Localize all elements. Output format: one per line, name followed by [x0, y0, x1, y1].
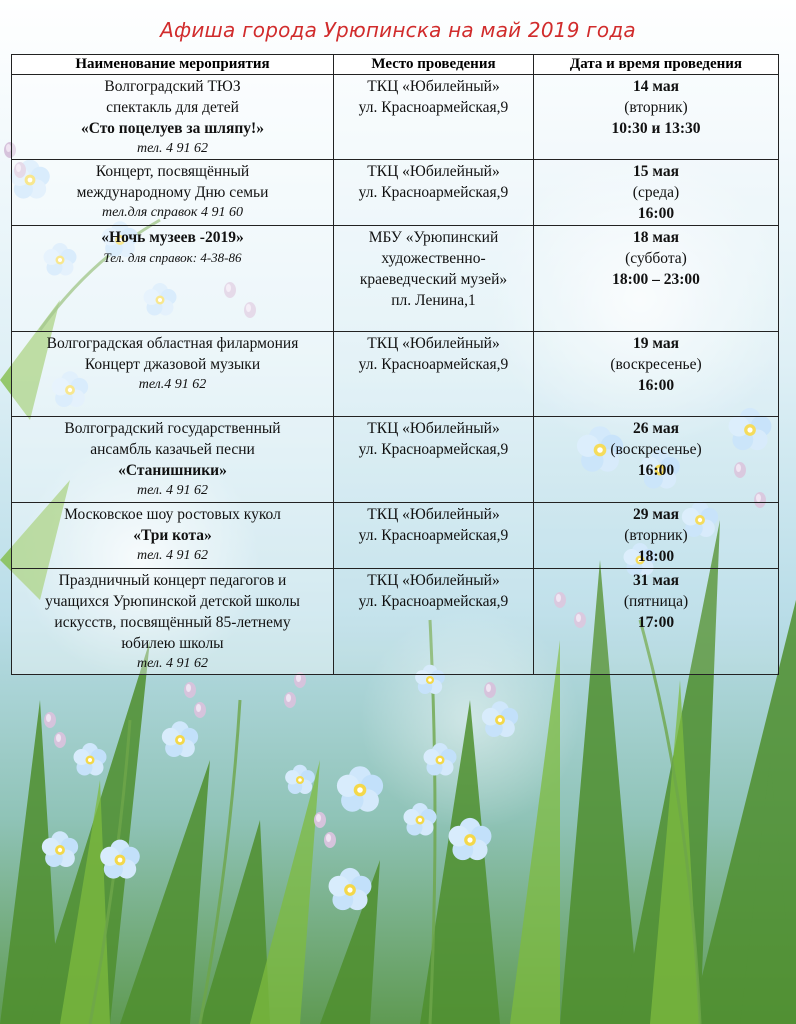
- event-phone: тел. 4 91 62: [136, 483, 209, 498]
- event-weekday: (вторник): [624, 527, 688, 544]
- event-place-line: ул. Красноармейская,9: [358, 356, 509, 373]
- event-name-line: Концерт, посвящённый: [95, 163, 250, 180]
- event-name-bold: «Сто поцелуев за шляпу!»: [81, 120, 264, 137]
- event-datetime-cell: [534, 569, 779, 675]
- event-name-line: учащихся Урюпинской детской школы: [45, 593, 300, 610]
- event-name-cell: [12, 503, 334, 569]
- event-phone: Тел. для справок: 4-38-86: [103, 250, 242, 265]
- header-place: Место проведения: [334, 55, 534, 75]
- events-table: [11, 54, 779, 675]
- event-weekday: (вторник): [624, 99, 688, 116]
- event-name-line: Московское шоу ростовых кукол: [64, 506, 281, 523]
- event-name-cell: [12, 75, 334, 160]
- event-date: 19 мая: [633, 335, 679, 352]
- event-place-line: ул. Красноармейская,9: [358, 441, 509, 458]
- event-name-line: ансамбль казачьей песни: [90, 441, 255, 458]
- table-header-row: [12, 55, 779, 75]
- event-datetime-cell: [534, 226, 779, 332]
- event-place-line: ТКЦ «Юбилейный»: [367, 572, 500, 589]
- header-event-name: Наименование мероприятия: [12, 55, 334, 75]
- event-time: 10:30 и 13:30: [611, 120, 701, 137]
- event-phone: тел. 4 91 62: [136, 141, 209, 156]
- event-name-cell: [12, 417, 334, 503]
- event-name-cell: [12, 569, 334, 675]
- table-row: [12, 417, 779, 503]
- event-datetime-cell: [534, 160, 779, 226]
- event-name-bold: «Три кота»: [133, 527, 212, 544]
- table-row: [12, 503, 779, 569]
- event-place-cell: [334, 75, 534, 160]
- event-place-cell: [334, 332, 534, 417]
- page-title: Афиша города Урюпинска на май 2019 года: [160, 18, 636, 42]
- event-name-cell: [12, 226, 334, 332]
- event-date: 18 мая: [633, 229, 679, 246]
- table-row: [12, 160, 779, 226]
- event-name-line: спектакль для детей: [106, 99, 239, 116]
- event-date: 29 мая: [633, 506, 679, 523]
- event-time: 16:00: [637, 462, 675, 479]
- event-date: 31 мая: [633, 572, 679, 589]
- event-name-line: Концерт джазовой музыки: [84, 356, 261, 373]
- event-time: 16:00: [637, 205, 675, 222]
- event-place-line: ул. Красноармейская,9: [358, 527, 509, 544]
- event-place-line: пл. Ленина,1: [391, 292, 476, 309]
- event-name-line: Волгоградский государственный: [64, 420, 281, 437]
- event-place-line: ул. Красноармейская,9: [358, 593, 509, 610]
- event-time: 18:00: [637, 548, 675, 565]
- event-phone: тел. 4 91 62: [136, 656, 209, 671]
- event-place-cell: [334, 160, 534, 226]
- event-name-line: Волгоградская областная филармония: [46, 335, 299, 352]
- event-place-line: ТКЦ «Юбилейный»: [367, 420, 500, 437]
- event-weekday: (воскресенье): [610, 441, 702, 458]
- event-time: 18:00 – 23:00: [612, 271, 700, 288]
- event-name-bold: «Ночь музеев -2019»: [101, 229, 244, 246]
- event-weekday: (воскресенье): [610, 356, 702, 373]
- event-place-line: ул. Красноармейская,9: [358, 99, 509, 116]
- event-name-line: юбилею школы: [121, 635, 224, 652]
- event-place-line: ТКЦ «Юбилейный»: [367, 335, 500, 352]
- event-weekday: (среда): [632, 184, 680, 201]
- event-datetime-cell: [534, 75, 779, 160]
- event-date: 14 мая: [633, 78, 679, 95]
- event-place-line: ТКЦ «Юбилейный»: [367, 163, 500, 180]
- event-datetime-cell: [534, 332, 779, 417]
- event-place-cell: [334, 417, 534, 503]
- event-place-line: художественно-: [381, 250, 486, 267]
- event-date: 15 мая: [633, 163, 679, 180]
- event-place-cell: [334, 503, 534, 569]
- event-place-line: ТКЦ «Юбилейный»: [367, 506, 500, 523]
- event-place-line: краеведческий музей»: [359, 271, 508, 288]
- table-row: [12, 75, 779, 160]
- event-place-cell: [334, 569, 534, 675]
- header-datetime: Дата и время проведения: [534, 55, 779, 75]
- event-name-line: международному Дню семьи: [76, 184, 269, 201]
- event-name-line: Праздничный концерт педагогов и: [58, 572, 287, 589]
- event-date: 26 мая: [633, 420, 679, 437]
- event-phone: тел.для справок 4 91 60: [102, 205, 243, 220]
- table-row: [12, 332, 779, 417]
- event-datetime-cell: [534, 417, 779, 503]
- table-row: [12, 226, 779, 332]
- event-name-cell: [12, 332, 334, 417]
- event-place-line: ТКЦ «Юбилейный»: [367, 78, 500, 95]
- event-datetime-cell: [534, 503, 779, 569]
- event-phone: тел.4 91 62: [138, 377, 207, 392]
- event-time: 16:00: [637, 377, 675, 394]
- event-name-cell: [12, 160, 334, 226]
- event-time: 17:00: [637, 614, 675, 631]
- event-place-line: ул. Красноармейская,9: [358, 184, 509, 201]
- event-name-line: Волгоградский ТЮЗ: [104, 78, 241, 95]
- event-weekday: (пятница): [623, 593, 689, 610]
- table-row: [12, 569, 779, 675]
- event-place-line: МБУ «Урюпинский: [368, 229, 499, 246]
- event-name-line: искусств, посвящённый 85-летнему: [54, 614, 291, 631]
- event-name-bold: «Станишники»: [118, 462, 227, 479]
- event-weekday: (суббота): [625, 250, 687, 267]
- event-place-cell: [334, 226, 534, 332]
- event-phone: тел. 4 91 62: [136, 548, 209, 563]
